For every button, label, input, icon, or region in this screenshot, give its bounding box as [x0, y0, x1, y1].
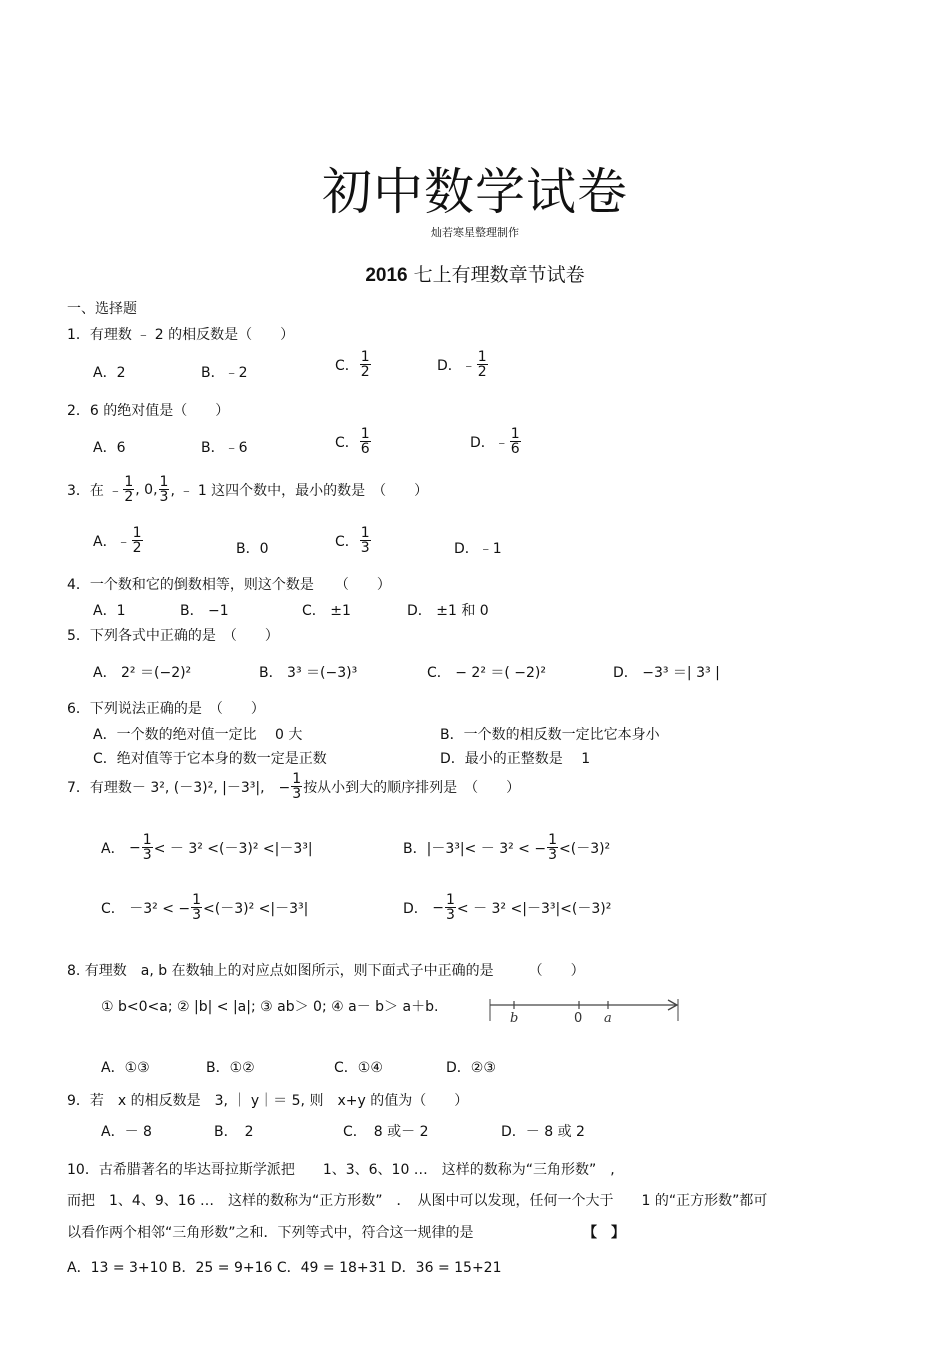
q1-option-a: A．2	[93, 365, 126, 381]
q5-option-b: B． 3³ ＝(−3)³	[259, 665, 358, 681]
q5-stem: 5．下列各式中正确的是 （ ）	[67, 628, 279, 644]
q6-option-d: D．最小的正整数是 1	[440, 751, 591, 767]
q2-d-num: 1	[510, 426, 520, 442]
q6-option-a: A．一个数的绝对值一定比 0 大	[93, 727, 303, 743]
q7-c-num: 1	[192, 892, 202, 908]
q1-option-c	[335, 350, 372, 379]
q1-c-den: 2	[360, 364, 370, 380]
q3-c-label: C．	[335, 533, 359, 550]
q7-option-d: D． − $\frac{1}{3}$ < － 3² <|－3³|<(－3)²	[403, 892, 612, 923]
q9-stem: 9．若 x 的相反数是 3, ｜ y｜＝ 5, 则 x+y 的值为（ ）	[67, 1093, 469, 1109]
q3-stem-post: , ﹣ 1 这四个数中，最小的数是 （ ）	[170, 482, 429, 499]
q2-d-den: 6	[510, 441, 520, 457]
q8-stem: 8. 有理数 a, b 在数轴上的对应点如图所示，则下面式子中正确的是 （ ）	[67, 963, 585, 979]
q2-option-a: A．6	[93, 440, 126, 456]
q7-a-den: 3	[142, 847, 152, 863]
q3-option-d: D．﹣1	[454, 541, 502, 557]
q7-a-label: A．	[101, 840, 125, 857]
label-0: 0	[574, 1011, 583, 1026]
q2-d-fraction	[510, 427, 521, 456]
q3-f1-den: 2	[124, 489, 134, 505]
q8-option-a: A．①③	[101, 1060, 150, 1076]
q6-option-b: B．一个数的相反数一定比它本身小	[440, 727, 660, 743]
q7-b-label: B．	[403, 840, 427, 857]
q2-c-den: 6	[360, 441, 370, 457]
q8-option-d: D．②③	[446, 1060, 496, 1076]
q7-a-expr: < － 3² <(－3)² <|－3³|	[153, 840, 313, 857]
q9-option-b: B． 2	[214, 1124, 254, 1140]
page-title: 初中数学试卷	[322, 163, 628, 221]
q1-option-d	[437, 350, 489, 379]
q7-stem-num: 1	[292, 771, 302, 787]
q5-option-c: C． − 2² ＝( −2)²	[427, 665, 546, 681]
paper-title	[0, 260, 950, 287]
q1-d-den: 2	[477, 364, 487, 380]
q3-c-num: 1	[360, 525, 370, 541]
q10-line-3: 以看作两个相邻“三角形数”之和．下列等式中，符合这一规律的是	[67, 1225, 474, 1241]
q7-b-fraction	[547, 833, 558, 862]
q2-option-c	[335, 427, 372, 456]
q3-stem-mid: , 0,	[135, 481, 158, 498]
q3-fraction-2	[159, 475, 170, 504]
q3-option-c	[335, 526, 372, 555]
q4-stem: 4．一个数和它的倒数相等，则这个数是 （ ）	[67, 577, 391, 593]
q6-stem: 6．下列说法正确的是 （ ）	[67, 701, 265, 717]
q7-stem-den: 3	[292, 786, 302, 802]
number-line-figure	[488, 995, 684, 1033]
q7-c-expr-post: <(－3)² <|－3³|	[203, 900, 309, 917]
q7-d-label: D．	[403, 900, 428, 917]
number-line-svg	[488, 995, 684, 1029]
q3-c-den: 3	[360, 540, 370, 556]
q4-option-c: C． ±1	[302, 603, 351, 619]
q7-c-den: 3	[192, 907, 202, 923]
q1-d-label: D．﹣	[437, 357, 476, 374]
label-a: a	[604, 1011, 612, 1026]
q8-option-c: C．①④	[334, 1060, 383, 1076]
q3-a-fraction	[132, 526, 143, 555]
q3-option-b: B．0	[236, 541, 269, 557]
q7-d-num: 1	[445, 892, 455, 908]
label-b: b	[510, 1011, 519, 1026]
q6-option-c: C．绝对值等于它本身的数一定是正数	[93, 751, 327, 767]
q3-a-num: 1	[132, 525, 142, 541]
q8-statements: ① b<0<a; ② |b| < |a|; ③ ab＞ 0; ④ a－ b＞ a＋b.	[101, 999, 439, 1015]
paper-year: 2016	[365, 265, 408, 286]
q4-option-b: B． −1	[180, 603, 229, 619]
q2-c-num: 1	[360, 426, 370, 442]
q1-stem: 1．有理数 ﹣ 2 的相反数是（ ）	[67, 327, 295, 343]
q1-c-num: 1	[360, 349, 370, 365]
q2-c-label: C．	[335, 434, 359, 451]
q1-d-fraction	[477, 350, 488, 379]
q10-line-1: 10．古希腊著名的毕达哥拉斯学派把 1、3、6、10 … 这样的数称为“三角形数” ,	[67, 1162, 615, 1178]
q9-option-a: A．－ 8	[101, 1124, 152, 1140]
section-label: 一、选择题	[67, 301, 137, 317]
q2-option-d	[470, 427, 522, 456]
q7-b-expr-pre: |－3³|< － 3² < −	[426, 840, 547, 857]
q10-answer-bracket: 【 】	[583, 1225, 625, 1241]
q4-option-a: A．1	[93, 603, 126, 619]
q5-option-a: A． 2² ＝(−2)²	[93, 665, 192, 681]
q3-stem	[67, 475, 428, 504]
q2-d-label: D．﹣	[470, 434, 509, 451]
q7-b-expr-post: <(－3)²	[559, 840, 611, 857]
q2-c-fraction	[360, 427, 371, 456]
q7-option-b	[403, 833, 610, 862]
q7-d-fraction	[445, 893, 456, 922]
q3-stem-pre: 3．在 ﹣	[67, 482, 123, 499]
q3-c-fraction	[360, 526, 371, 555]
q8-option-b: B．①②	[206, 1060, 255, 1076]
q10-line-2: 而把 1、4、9、16 … 这样的数称为“正方形数” ． 从图中可以发现，任何一个大于 1 的“正方形数”都可	[67, 1193, 768, 1209]
q3-fraction-1	[123, 475, 134, 504]
page-subtitle: 灿若寒星整理制作	[431, 226, 519, 239]
q7-b-num: 1	[548, 832, 557, 848]
q1-c-label: C．	[335, 357, 359, 374]
q7-c-label: C．	[101, 900, 125, 917]
q5-option-d: D． −3³ ＝| 3³ |	[613, 665, 720, 681]
paper-name: 七上有理数章节试卷	[413, 264, 585, 286]
q3-f2-num: 1	[159, 474, 169, 490]
q1-option-b: B．﹣2	[201, 365, 248, 381]
q7-b-den: 3	[548, 847, 557, 863]
q7-option-c	[101, 893, 308, 922]
q7-stem-fraction	[291, 772, 302, 801]
q7-a-fraction	[142, 833, 153, 862]
q7-d-expr: < － 3² <|－3³|<(－3)²	[456, 900, 612, 917]
q3-f2-den: 3	[159, 489, 169, 505]
q7-a-num: 1	[142, 832, 152, 848]
q3-f1-num: 1	[124, 474, 134, 490]
q2-option-b: B．﹣6	[201, 440, 248, 456]
q2-stem: 2．6 的绝对值是（ ）	[67, 403, 230, 419]
q9-option-c: C． 8 或－ 2	[343, 1124, 429, 1140]
q7-stem-pre: 7．有理数－ 3², (－3)², |－3³|, −	[67, 779, 291, 796]
q1-c-fraction	[360, 350, 371, 379]
q7-d-den: 3	[445, 907, 455, 923]
q7-option-a: A． − $\frac{1}{3}$ < － 3² <(－3)² <|－3³|	[101, 832, 313, 863]
q7-stem-post: 按从小到大的顺序排列是 （ ）	[303, 779, 521, 796]
q9-option-d: D．－ 8 或 2	[501, 1124, 585, 1140]
q10-options: A．13 = 3+10 B．25 = 9+16 C．49 = 18+31 D．36 = 15+21	[67, 1260, 502, 1276]
q1-d-num: 1	[477, 349, 487, 365]
q4-option-d: D． ±1 和 0	[407, 603, 489, 619]
q3-option-a	[93, 526, 144, 555]
q3-a-den: 2	[132, 540, 142, 556]
q7-stem	[67, 772, 520, 801]
q7-c-expr-pre: －3² < −	[129, 900, 191, 917]
q3-a-label: A．﹣	[93, 533, 131, 550]
q7-c-fraction	[191, 893, 202, 922]
